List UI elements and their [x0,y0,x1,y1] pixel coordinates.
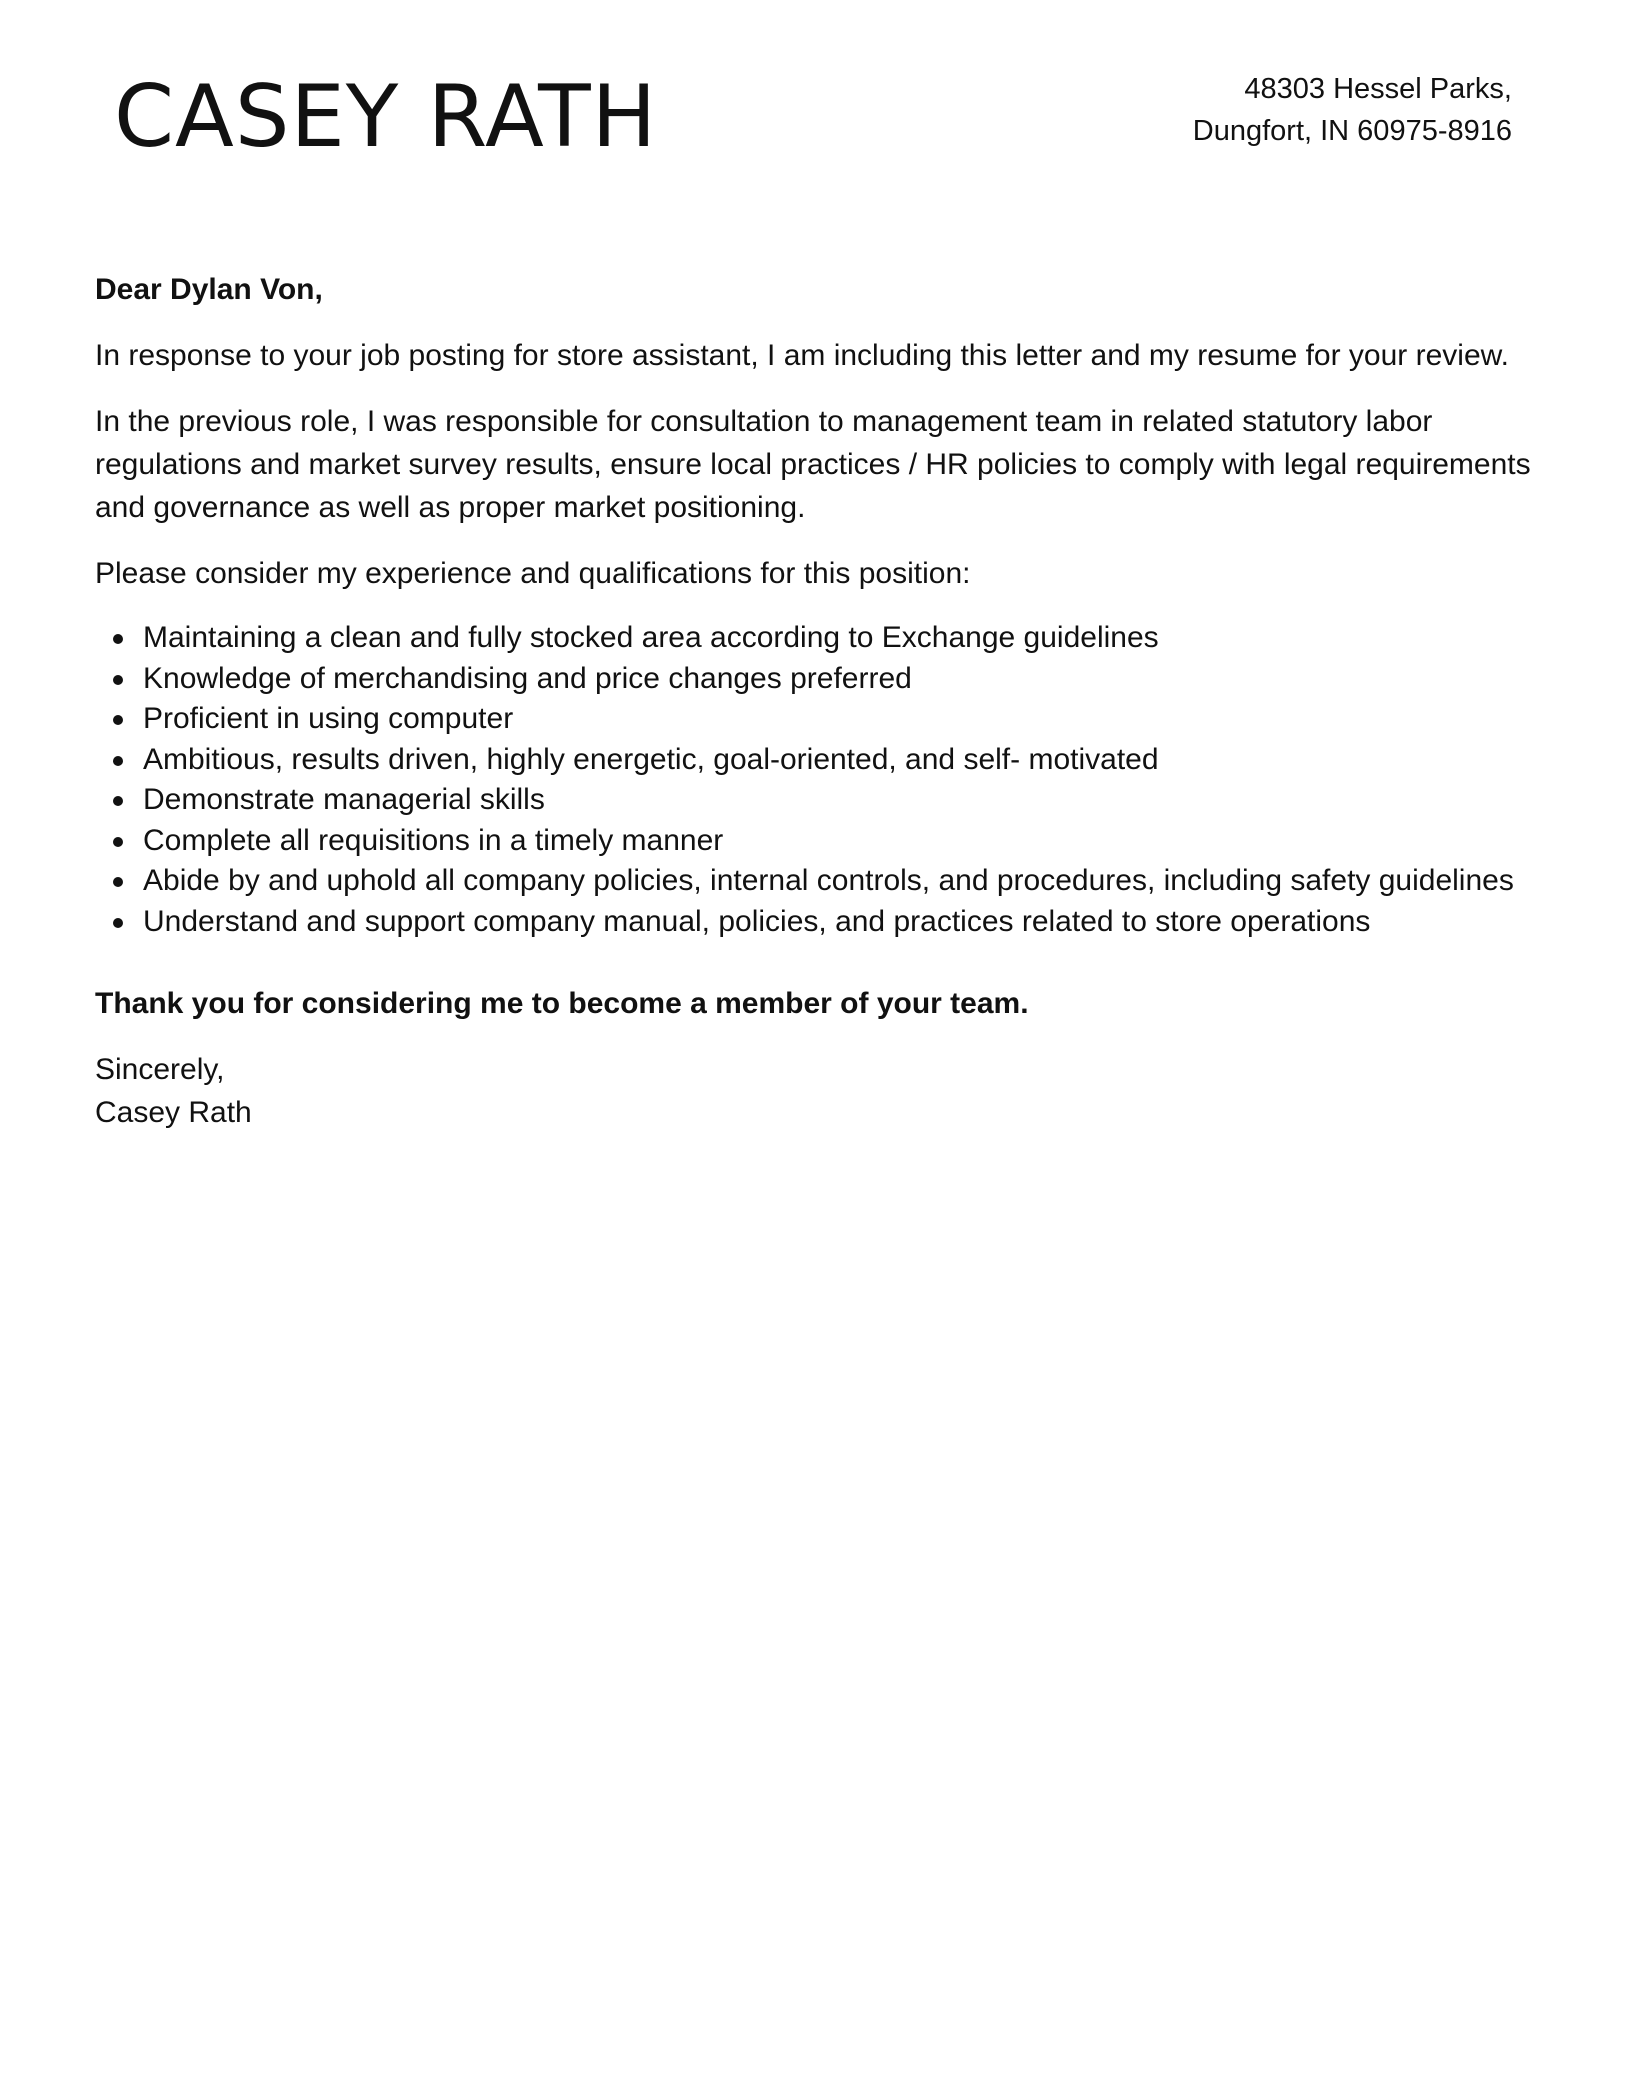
list-item [143,618,1535,659]
list-item [143,902,1535,943]
applicant-address [1193,68,1512,152]
list-item [143,780,1535,821]
bullet-icon [113,756,123,766]
bullet-icon [113,634,123,644]
bullet-icon [113,675,123,685]
qualifications-intro: Please consider my experience and qualifications for this position: [95,557,971,590]
address-line-1: 48303 Hessel Parks, [1244,73,1512,105]
list-item-text: Understand and support company manual, policies, and practices related to store operations [143,904,1371,938]
experience-paragraph: In the previous role, I was responsible for consultation to management team in related statutory labor regulations and market survey results, ensure local practices / HR policies to comply with legal requirements and governance as well as proper market positioning. [95,405,1531,524]
signoff: Sincerely, [95,1053,225,1086]
bullet-icon [113,796,123,806]
list-item-text: Complete all requisitions in a timely manner [143,823,724,857]
signature-name: Casey Rath [95,1096,252,1129]
bullet-icon [113,877,123,887]
list-item [143,659,1535,700]
letter-body [95,268,1535,1134]
closing-statement: Thank you for considering me to become a member of your team. [95,987,1029,1020]
qualifications-list [95,618,1535,942]
bullet-icon [113,918,123,928]
intro-paragraph: In response to your job posting for store assistant, I am including this letter and my resume for your review. [95,339,1509,372]
bullet-icon [113,715,123,725]
list-item-text: Abide by and uphold all company policies, internal controls, and procedures, including safety guidelines [143,864,1514,897]
address-line-2: Dungfort, IN 60975-8916 [1192,115,1512,147]
list-item-text: Proficient in using computer [143,702,514,735]
list-item [143,861,1535,902]
list-item-text: Maintaining a clean and fully stocked area according to Exchange guidelines [143,621,1159,654]
list-item-text: Ambitious, results driven, highly energetic, goal-oriented, and self- motivated [143,742,1159,776]
salutation: Dear Dylan Von, [95,273,323,306]
list-item-text: Knowledge of merchandising and price changes preferred [143,661,912,695]
list-item [143,740,1535,781]
signoff-block [95,1048,1535,1134]
list-item-text: Demonstrate managerial skills [143,783,545,816]
applicant-name: CASEY RATH [114,67,658,167]
bullet-icon [113,837,123,847]
letter-header [0,0,1632,200]
list-item [143,699,1535,740]
list-item [143,821,1535,862]
